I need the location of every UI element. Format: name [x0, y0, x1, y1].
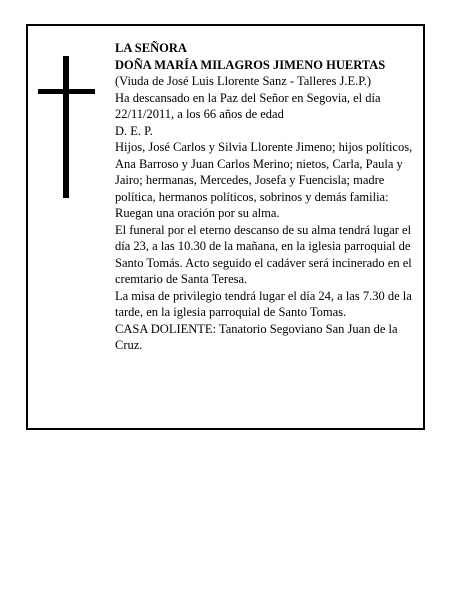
widow-of-line: (Viuda de José Luis Llorente Sanz - Talleres J.E.P.): [115, 74, 372, 88]
cross-icon: [38, 56, 95, 198]
rip-abbreviation: D. E. P.: [115, 123, 153, 138]
notice-text: [115, 40, 421, 354]
cross-horizontal-bar: [38, 89, 95, 94]
mass-info: La misa de privilegio tendrá lugar el día 24, a las 7.30 de la tarde, en la iglesia parroquial de Santo Tomas.: [115, 288, 412, 319]
funeral-info: El funeral por el eterno descanso de su alma tendrá lugar el día 23, a las 10.30 de la mañana, en la iglesia parroquial de Santo Tomás. Acto seguido el cadáver será incinerado en el cremtario de Santa Teresa.: [115, 222, 412, 286]
family-list: Hijos, José Carlos y Silvia Llorente Jimeno; hijos políticos, Ana Barroso y Juan Carlos Merino; nietos, Carla, Paula y Jairo; hermanas, Mercedes, Josefa y Fuencisla; madre política, hermanos políticos, sobrinos y demás familia:: [115, 140, 413, 204]
obituary-notice: [26, 24, 425, 430]
cross-vertical-bar: [63, 56, 69, 198]
house-of-mourning: CASA DOLIENTE: Tanatorio Segoviano San Juan de la Cruz.: [115, 321, 398, 352]
notice-title: LA SEÑORA: [115, 41, 187, 55]
prayer-request: Ruegan una oración por su alma.: [115, 206, 280, 220]
death-info: Ha descansado en la Paz del Señor en Segovia, el día 22/11/2011, a los 66 años de edad: [115, 90, 381, 121]
deceased-name: DOÑA MARÍA MILAGROS JIMENO HUERTAS: [115, 57, 386, 72]
